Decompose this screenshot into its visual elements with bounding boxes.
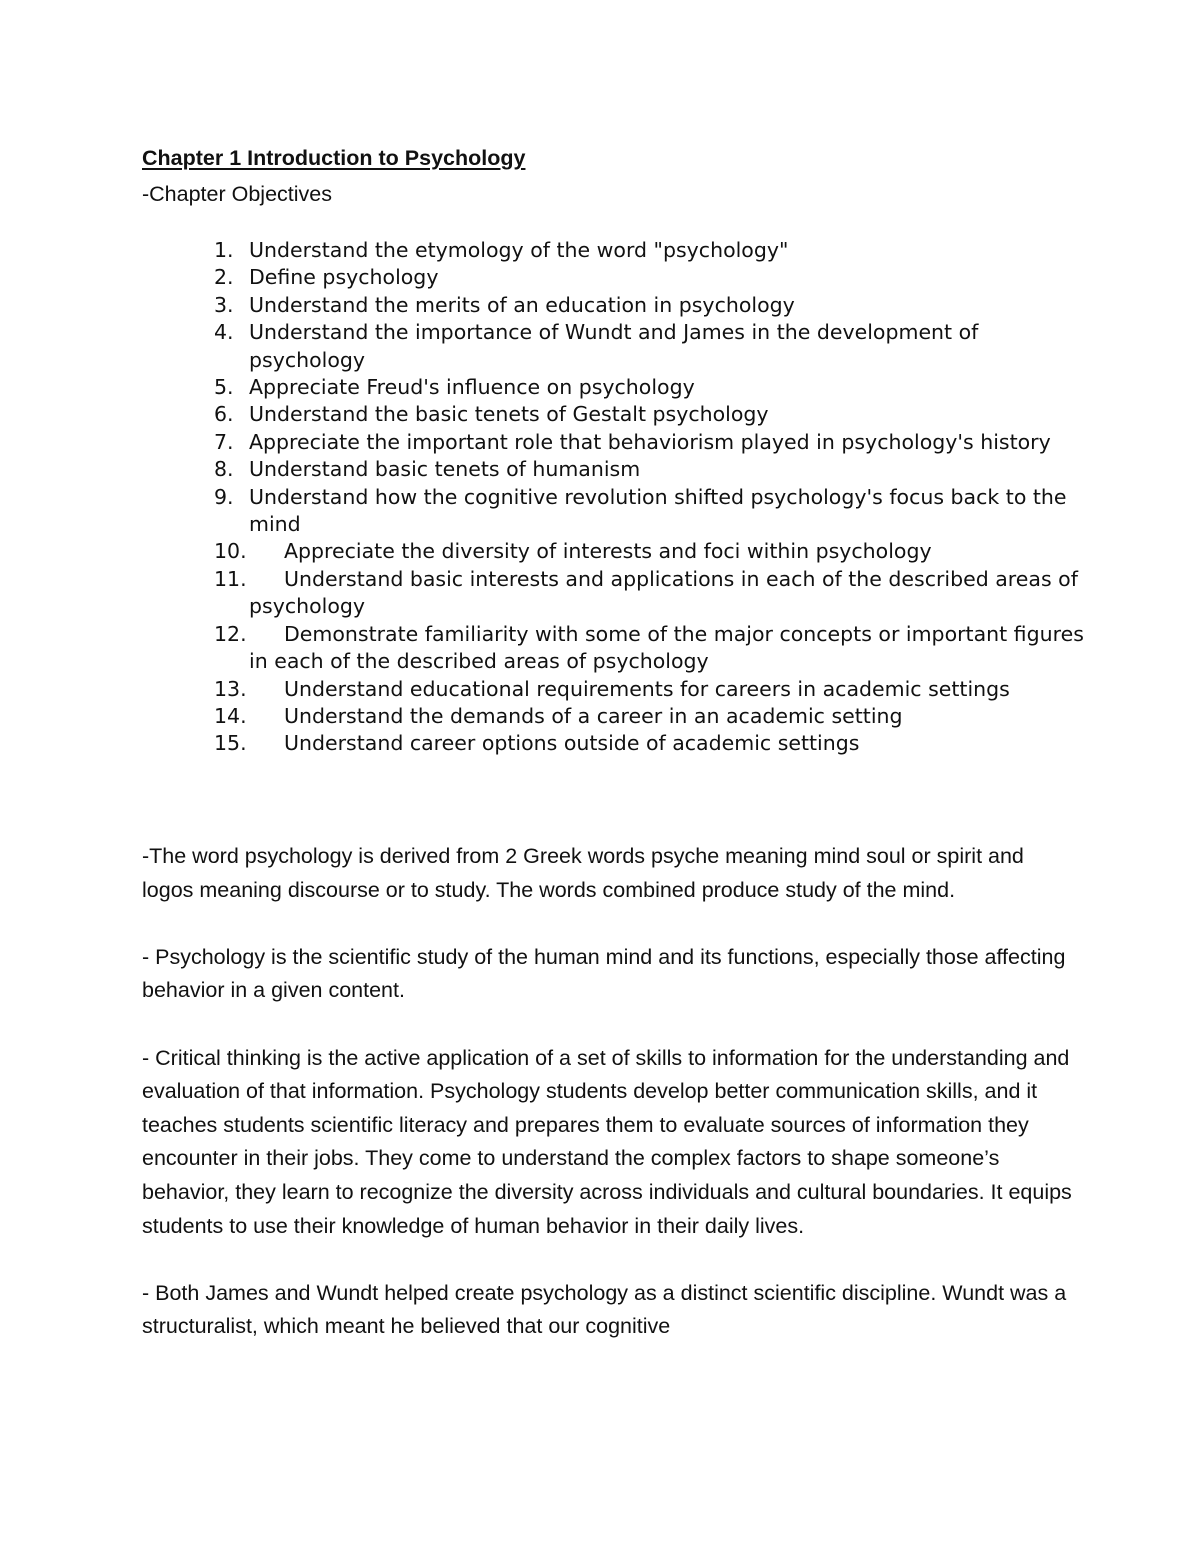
objective-text: Understand the basic tenets of Gestalt psychology bbox=[249, 402, 769, 427]
paragraph-critical-thinking: - Critical thinking is the active application of a set of skills to information for the understanding and evaluation of that information. Psychology students develop better communication skills, and it teaches students scientific literacy and prepares them to evaluate sources of information they encounter in their jobs. They come to understand the complex factors to shape someone’s behavior, they learn to recognize the diversity across individuals and cultural boundaries. It equips students to use their knowledge of human behavior in their daily lives. bbox=[142, 1045, 1072, 1238]
objective-item bbox=[214, 676, 1094, 703]
body-text bbox=[142, 840, 1072, 1378]
objective-text: Appreciate the diversity of interests and foci within psychology bbox=[284, 539, 932, 564]
objective-item bbox=[214, 292, 1094, 319]
objective-text: Understand educational requirements for careers in academic settings bbox=[284, 676, 1010, 701]
objective-number: 15. bbox=[214, 731, 247, 756]
objective-item bbox=[214, 319, 1094, 374]
objective-text: Define psychology bbox=[249, 265, 439, 290]
objective-text: Appreciate the important role that behaviorism played in psychology's history bbox=[249, 429, 1051, 454]
objective-number: 6. bbox=[214, 402, 234, 427]
objective-text: Appreciate Freud's influence on psychology bbox=[249, 375, 695, 400]
objective-item bbox=[214, 401, 1094, 428]
objective-item bbox=[214, 538, 1094, 565]
objective-number: 4. bbox=[214, 320, 234, 345]
objective-item bbox=[214, 484, 1094, 539]
paragraph-etymology: -The word psychology is derived from 2 Greek words psyche meaning mind soul or spirit and logos meaning discourse or to study. The words combined produce study of the mind. bbox=[142, 844, 1024, 902]
chapter-title: Chapter 1 Introduction to Psychology bbox=[142, 146, 526, 170]
objective-number: 2. bbox=[214, 265, 234, 290]
objective-item bbox=[214, 566, 1094, 621]
objective-text: Understand the merits of an education in psychology bbox=[249, 292, 795, 317]
objective-item bbox=[214, 264, 1094, 291]
objective-number: 9. bbox=[214, 484, 234, 509]
objective-text: Demonstrate familiarity with some of the major concepts or important figures in each of the described areas of psychology bbox=[249, 621, 1084, 674]
objective-text: Understand how the cognitive revolution shifted psychology's focus back to the mind bbox=[249, 484, 1067, 537]
objective-number: 14. bbox=[214, 703, 247, 728]
paragraph-james-wundt: - Both James and Wundt helped create psychology as a distinct scientific discipline. Wundt was a structuralist, which meant he believed that our cognitive bbox=[142, 1280, 1067, 1339]
objective-number: 13. bbox=[214, 676, 247, 701]
objective-item bbox=[214, 621, 1094, 676]
objective-item bbox=[214, 730, 1094, 757]
objective-text: Understand basic tenets of humanism bbox=[249, 457, 641, 482]
objective-number: 8. bbox=[214, 457, 234, 482]
objective-number: 3. bbox=[214, 292, 234, 317]
objective-number: 7. bbox=[214, 429, 234, 454]
objective-number: 11. bbox=[214, 566, 247, 591]
paragraph-definition: - Psychology is the scientific study of the human mind and its functions, especially those affecting behavior in a given content. bbox=[142, 944, 1066, 1003]
objective-item bbox=[214, 374, 1094, 401]
objective-item bbox=[214, 237, 1094, 264]
objective-text: Understand the demands of a career in an academic setting bbox=[284, 703, 903, 728]
objective-item bbox=[214, 456, 1094, 483]
objective-item bbox=[214, 703, 1094, 730]
objective-number: 5. bbox=[214, 375, 234, 400]
objective-item bbox=[214, 429, 1094, 456]
objective-text: Understand basic interests and applications in each of the described areas of psychology bbox=[249, 566, 1078, 619]
objective-text: Understand career options outside of academic settings bbox=[284, 731, 860, 756]
objectives-list bbox=[214, 237, 1094, 758]
objective-text: Understand the etymology of the word "psychology" bbox=[249, 238, 789, 262]
objective-number: 1. bbox=[214, 238, 234, 262]
objective-text: Understand the importance of Wundt and James in the development of psychology bbox=[249, 320, 979, 372]
objective-number: 12. bbox=[214, 621, 247, 646]
objective-number: 10. bbox=[214, 539, 247, 564]
objectives-heading: -Chapter Objectives bbox=[142, 182, 332, 206]
